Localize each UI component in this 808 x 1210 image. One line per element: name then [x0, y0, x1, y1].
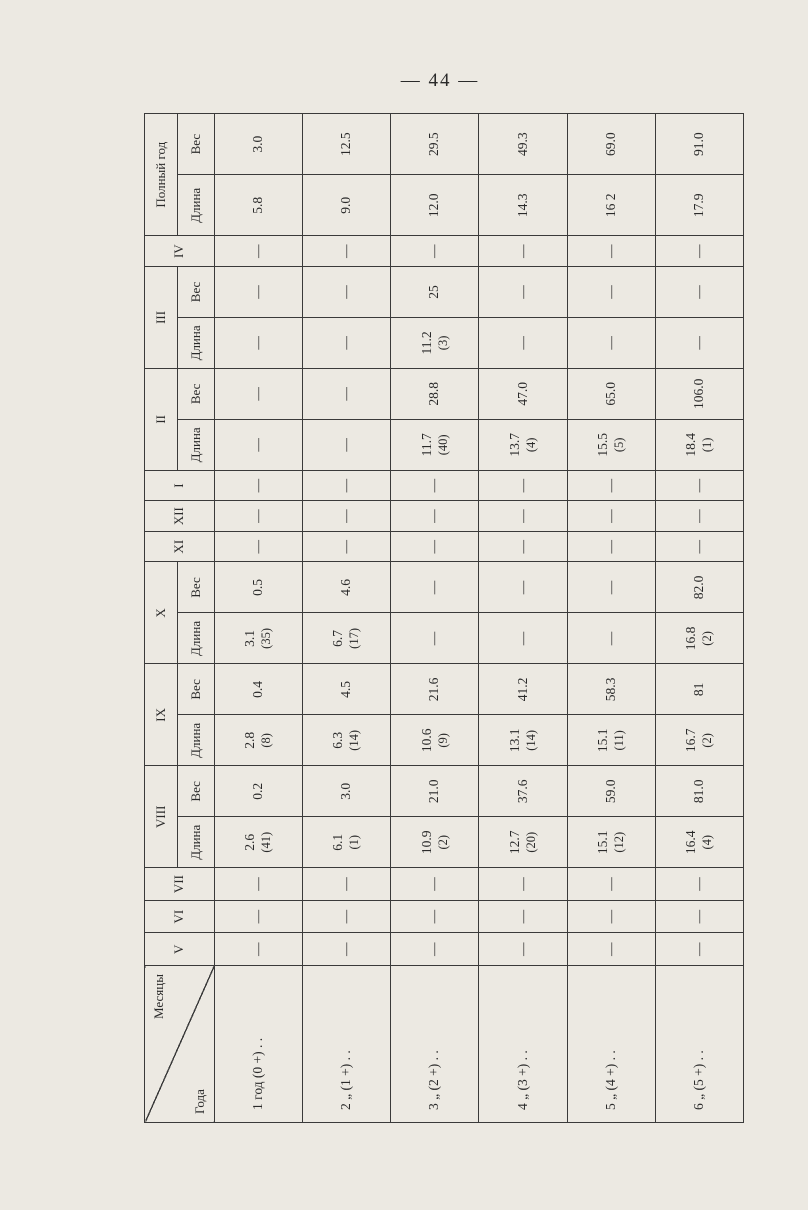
cell-viii-weight: 21.0 [391, 766, 479, 817]
page-number: — 44 — [400, 70, 480, 91]
cell-i: — [303, 470, 391, 501]
sub-header-length: Длина [178, 715, 215, 766]
month-header-full-year: Полный год [145, 114, 178, 236]
cell-xi: — [391, 531, 479, 562]
value: 11.2 [418, 331, 434, 355]
cell-viii-length [655, 817, 743, 868]
cell-ix-weight: 58.3 [567, 664, 655, 715]
table-row [655, 114, 743, 1123]
month-header-ix: IX [145, 664, 178, 766]
cell-xi: — [303, 531, 391, 562]
month-header-vi: VI [145, 900, 215, 933]
growth-table [144, 113, 744, 1123]
sub-header-length: Длина [178, 317, 215, 368]
value: 6.1 [330, 833, 346, 851]
value: — [250, 336, 266, 350]
cell-vi: — [567, 900, 655, 933]
cell-full-weight: 3.0 [215, 114, 303, 175]
month-header-vii: VII [145, 868, 215, 901]
cell-viii-weight: 81.0 [655, 766, 743, 817]
cell-ii-weight: — [303, 368, 391, 419]
cell-iv: — [215, 236, 303, 267]
cell-iv: — [303, 236, 391, 267]
value: — [426, 631, 442, 646]
cell-x-length [479, 613, 567, 664]
cell-vii: — [391, 868, 479, 901]
cell-vii: — [567, 868, 655, 901]
cell-vii: — [215, 868, 303, 901]
sub-header-length: Длина [178, 613, 215, 664]
cell-viii-weight: 59.0 [567, 766, 655, 817]
value: — [602, 336, 618, 350]
cell-iii-weight: — [303, 266, 391, 317]
cell-ix-length [303, 715, 391, 766]
sample-count: (5) [611, 437, 626, 453]
cell-ix-weight: 81 [655, 664, 743, 715]
cell-v: — [215, 933, 303, 966]
cell-ix-weight: 41.2 [479, 664, 567, 715]
cell-viii-weight: 3.0 [303, 766, 391, 817]
cell-xii: — [215, 501, 303, 532]
year-cell: 1 год (0 +) . . [215, 966, 303, 1123]
cell-v: — [391, 933, 479, 966]
years-label: Года [191, 1089, 207, 1114]
cell-x-weight: — [391, 562, 479, 613]
cell-full-weight: 49.3 [479, 114, 567, 175]
sub-header-length: Длина [178, 175, 215, 236]
cell-ii-weight: — [215, 368, 303, 419]
cell-i: — [391, 470, 479, 501]
cell-x-weight: 4.6 [303, 562, 391, 613]
cell-iv: — [391, 236, 479, 267]
sample-count: (4) [700, 834, 715, 850]
cell-vii: — [655, 868, 743, 901]
cell-iii-weight: — [567, 266, 655, 317]
cell-ii-length [479, 419, 567, 470]
cell-iii-length [567, 317, 655, 368]
cell-xii: — [655, 501, 743, 532]
sub-header-weight: Вес [178, 664, 215, 715]
cell-full-length: 5.8 [215, 175, 303, 236]
sample-count: (14) [347, 729, 362, 751]
cell-ii-weight: 28.8 [391, 368, 479, 419]
cell-vi: — [215, 900, 303, 933]
cell-x-weight: 0.5 [215, 562, 303, 613]
value: — [514, 336, 530, 350]
cell-ii-length [655, 419, 743, 470]
cell-ix-length [567, 715, 655, 766]
cell-ix-weight: 4.5 [303, 664, 391, 715]
sample-count: (2) [700, 733, 715, 748]
cell-xi: — [567, 531, 655, 562]
cell-ii-length [303, 419, 391, 470]
value: — [690, 336, 706, 350]
cell-iii-weight: 25 [391, 266, 479, 317]
month-header-iv: IV [145, 236, 215, 267]
cell-iv: — [479, 236, 567, 267]
value: 15.1 [594, 728, 610, 753]
sub-header-weight: Вес [178, 766, 215, 817]
value: 12.7 [506, 830, 522, 855]
cell-vii: — [479, 868, 567, 901]
month-header-xi: XI [145, 531, 215, 562]
cell-viii-weight: 0.2 [215, 766, 303, 817]
cell-x-length [567, 613, 655, 664]
months-label: Месяцы [151, 974, 166, 1019]
cell-iii-weight: — [479, 266, 567, 317]
month-header-ii: II [145, 368, 178, 470]
cell-ii-length [391, 419, 479, 470]
cell-v: — [303, 933, 391, 966]
cell-x-weight: — [479, 562, 567, 613]
table-row [215, 114, 303, 1123]
cell-viii-length [303, 817, 391, 868]
sample-count: (20) [523, 831, 538, 853]
sub-header-weight: Вес [178, 114, 215, 175]
value: 6.3 [330, 731, 346, 749]
cell-ix-length [391, 715, 479, 766]
cell-iii-length [391, 317, 479, 368]
year-cell: 4 „ (3 +) . . [479, 966, 567, 1123]
cell-full-weight: 91.0 [655, 114, 743, 175]
sample-count: (2) [435, 834, 450, 850]
cell-ix-weight: 0.4 [215, 664, 303, 715]
sample-count: (14) [523, 729, 538, 751]
value: 15.1 [594, 830, 610, 855]
value: 13.1 [506, 728, 522, 753]
sample-count: (9) [435, 733, 450, 748]
sample-count: (41) [259, 831, 274, 853]
cell-ix-length [655, 715, 743, 766]
cell-v: — [655, 933, 743, 966]
cell-vi: — [479, 900, 567, 933]
cell-ii-length [215, 419, 303, 470]
cell-x-weight: 82.0 [655, 562, 743, 613]
cell-vii: — [303, 868, 391, 901]
cell-i: — [655, 470, 743, 501]
sample-count: (4) [523, 437, 538, 453]
cell-iii-length [303, 317, 391, 368]
value: 11.7 [418, 433, 434, 457]
value: 3.1 [242, 630, 258, 647]
cell-ix-length [215, 715, 303, 766]
value: — [602, 631, 618, 646]
cell-x-length [655, 613, 743, 664]
value: — [338, 438, 354, 452]
year-cell: 3 „ (2 +) . . [391, 966, 479, 1123]
sub-header-weight: Вес [178, 368, 215, 419]
month-header-xii: XII [145, 501, 215, 532]
sample-count: (2) [700, 631, 715, 646]
cell-xi: — [215, 531, 303, 562]
sample-count: (3) [435, 335, 450, 351]
cell-iv: — [567, 236, 655, 267]
table-row [391, 114, 479, 1123]
cell-xii: — [391, 501, 479, 532]
month-header-i: I [145, 470, 215, 501]
value: 18.4 [683, 433, 699, 457]
cell-i: — [215, 470, 303, 501]
table-row [479, 114, 567, 1123]
value: 16.7 [683, 728, 699, 753]
cell-vi: — [655, 900, 743, 933]
cell-ii-weight: 106.0 [655, 368, 743, 419]
value: 16.4 [683, 830, 699, 855]
cell-xi: — [479, 531, 567, 562]
growth-table-rotated [144, 113, 744, 1123]
header-corner [145, 966, 215, 1123]
cell-v: — [479, 933, 567, 966]
cell-viii-length [479, 817, 567, 868]
sample-count: (35) [259, 628, 274, 649]
cell-full-weight: 69.0 [567, 114, 655, 175]
cell-ii-weight: 47.0 [479, 368, 567, 419]
cell-xii: — [479, 501, 567, 532]
cell-x-length [215, 613, 303, 664]
cell-i: — [479, 470, 567, 501]
cell-vi: — [303, 900, 391, 933]
table-row [567, 114, 655, 1123]
value: 16.8 [683, 626, 699, 651]
value: 2.6 [242, 833, 258, 851]
cell-x-length [391, 613, 479, 664]
cell-viii-length [215, 817, 303, 868]
cell-ix-weight: 21.6 [391, 664, 479, 715]
cell-iii-weight: — [655, 266, 743, 317]
cell-full-length: 16 2 [567, 175, 655, 236]
sub-header-length: Длина [178, 419, 215, 470]
sub-header-weight: Вес [178, 266, 215, 317]
cell-full-weight: 12.5 [303, 114, 391, 175]
sub-header-length: Длина [178, 817, 215, 868]
cell-iii-length [479, 317, 567, 368]
cell-x-weight: — [567, 562, 655, 613]
cell-vi: — [391, 900, 479, 933]
sub-header-weight: Вес [178, 562, 215, 613]
value: 2.8 [242, 731, 258, 749]
cell-full-length: 14.3 [479, 175, 567, 236]
cell-ix-length [479, 715, 567, 766]
cell-xi: — [655, 531, 743, 562]
value: 6.7 [330, 630, 346, 647]
table-row [303, 114, 391, 1123]
month-header-viii: VIII [145, 766, 178, 868]
sample-count: (12) [611, 831, 626, 853]
cell-iii-length [655, 317, 743, 368]
value: 10.9 [418, 830, 434, 855]
cell-ii-weight: 65.0 [567, 368, 655, 419]
sample-count: (1) [700, 437, 715, 453]
cell-full-length: 17.9 [655, 175, 743, 236]
cell-xii: — [567, 501, 655, 532]
month-header-iii: III [145, 266, 178, 368]
sample-count: (11) [611, 730, 626, 751]
year-cell: 2 „ (1 +) . . [303, 966, 391, 1123]
cell-viii-length [567, 817, 655, 868]
value: — [338, 336, 354, 350]
cell-iv: — [655, 236, 743, 267]
sample-count: (1) [347, 834, 362, 850]
cell-xii: — [303, 501, 391, 532]
month-header-v: V [145, 933, 215, 966]
cell-i: — [567, 470, 655, 501]
cell-full-length: 9.0 [303, 175, 391, 236]
value: 15.5 [594, 433, 610, 457]
cell-ii-length [567, 419, 655, 470]
cell-viii-length [391, 817, 479, 868]
cell-full-weight: 29.5 [391, 114, 479, 175]
value: 10.6 [418, 728, 434, 753]
month-header-x: X [145, 562, 178, 664]
value: 13.7 [506, 433, 522, 457]
value: — [514, 631, 530, 646]
value: — [250, 438, 266, 452]
cell-x-length [303, 613, 391, 664]
cell-viii-weight: 37.6 [479, 766, 567, 817]
cell-iii-length [215, 317, 303, 368]
year-cell: 6 „ (5 +) . . [655, 966, 743, 1123]
sample-count: (8) [259, 733, 274, 748]
sample-count: (17) [347, 628, 362, 649]
cell-full-length: 12.0 [391, 175, 479, 236]
cell-iii-weight: — [215, 266, 303, 317]
sample-count: (40) [435, 434, 450, 456]
cell-v: — [567, 933, 655, 966]
year-cell: 5 „ (4 +) . . [567, 966, 655, 1123]
